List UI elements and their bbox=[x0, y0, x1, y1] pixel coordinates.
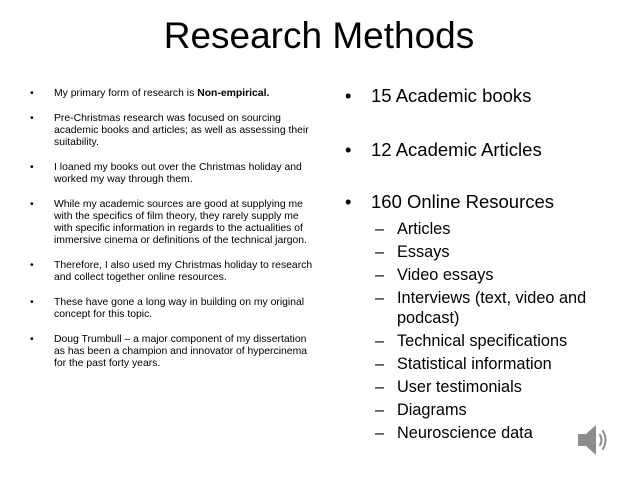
left-bullet-item bbox=[30, 260, 315, 284]
bullet-text: Therefore, I also used my Christmas holiday to research and collect together online resources. bbox=[54, 260, 313, 283]
dash-icon: – bbox=[375, 289, 385, 307]
dash-icon: – bbox=[375, 378, 385, 396]
sub-item-text: Diagrams bbox=[397, 401, 467, 419]
left-bullet-list bbox=[30, 88, 315, 383]
bullet-text: While my academic sources are good at supplying me with the specifics of film theory, they rarely supply me with specific information in regards to the actualities of immersive cinema or definitions of the technical jargon. bbox=[54, 199, 307, 246]
right-bullet-text: 15 Academic books bbox=[371, 85, 532, 106]
bullet-icon: • bbox=[30, 297, 34, 308]
right-column bbox=[345, 84, 630, 446]
bullet-icon: • bbox=[345, 85, 352, 106]
left-bullet-item bbox=[30, 88, 315, 100]
left-bullet-item bbox=[30, 334, 315, 370]
right-bullet-text: 160 Online Resources bbox=[371, 191, 555, 212]
sub-list-item bbox=[345, 400, 630, 420]
online-resources-sublist bbox=[345, 219, 630, 443]
left-bullet-item bbox=[30, 162, 315, 186]
dash-icon: – bbox=[375, 266, 385, 284]
bullet-text: My primary form of research is bbox=[54, 88, 198, 99]
left-bullet-item bbox=[30, 199, 315, 247]
sub-item-text: Statistical information bbox=[397, 355, 552, 373]
left-bullet-item bbox=[30, 297, 315, 321]
dash-icon: – bbox=[375, 355, 385, 373]
sub-item-text: Articles bbox=[397, 220, 451, 238]
sub-list-item bbox=[345, 219, 630, 239]
sub-item-text: User testimonials bbox=[397, 378, 522, 396]
sub-list-item bbox=[345, 354, 630, 374]
sub-item-text: Video essays bbox=[397, 266, 494, 284]
dash-icon: – bbox=[375, 424, 385, 442]
bullet-icon: • bbox=[30, 113, 34, 124]
right-bullet-text: 12 Academic Articles bbox=[371, 139, 542, 160]
dash-icon: – bbox=[375, 332, 385, 350]
sub-list-item bbox=[345, 288, 630, 328]
dash-icon: – bbox=[375, 243, 385, 261]
left-bullet-item bbox=[30, 113, 315, 149]
right-bullet-item bbox=[345, 138, 630, 162]
sub-item-text: Neuroscience data bbox=[397, 424, 533, 442]
speaker-icon[interactable] bbox=[576, 420, 610, 460]
bullet-icon: • bbox=[345, 191, 352, 212]
bullet-text: I loaned my books out over the Christmas holiday and worked my way through them. bbox=[54, 162, 302, 185]
speaker-waves bbox=[600, 431, 606, 449]
bullet-emphasis: Non-empirical. bbox=[197, 88, 270, 99]
dash-icon: – bbox=[375, 401, 385, 419]
dash-icon: – bbox=[375, 220, 385, 238]
speaker-body bbox=[578, 425, 596, 455]
sub-item-text: Interviews (text, video and podcast) bbox=[397, 289, 587, 327]
right-bullet-item bbox=[345, 84, 630, 108]
bullet-icon: • bbox=[345, 139, 352, 160]
sub-list-item bbox=[345, 331, 630, 351]
sub-list-item bbox=[345, 242, 630, 262]
bullet-icon: • bbox=[30, 334, 34, 345]
sub-item-text: Essays bbox=[397, 243, 450, 261]
sub-list-item bbox=[345, 377, 630, 397]
bullet-text: Pre-Christmas research was focused on sourcing academic books and articles; as well as assessing their suitability. bbox=[54, 113, 309, 148]
bullet-text: These have gone a long way in building on my original concept for this topic. bbox=[54, 297, 305, 320]
bullet-text: Doug Trumbull – a major component of my dissertation as has been a champion and innovator of hypercinema for the past forty years. bbox=[54, 334, 308, 369]
sub-list-item bbox=[345, 265, 630, 285]
right-bullet-item bbox=[345, 190, 630, 214]
bullet-icon: • bbox=[30, 260, 34, 271]
bullet-icon: • bbox=[30, 162, 34, 173]
sub-item-text: Technical specifications bbox=[397, 332, 568, 350]
slide-title: Research Methods bbox=[163, 15, 475, 56]
bullet-icon: • bbox=[30, 199, 34, 210]
bullet-icon: • bbox=[30, 88, 34, 99]
